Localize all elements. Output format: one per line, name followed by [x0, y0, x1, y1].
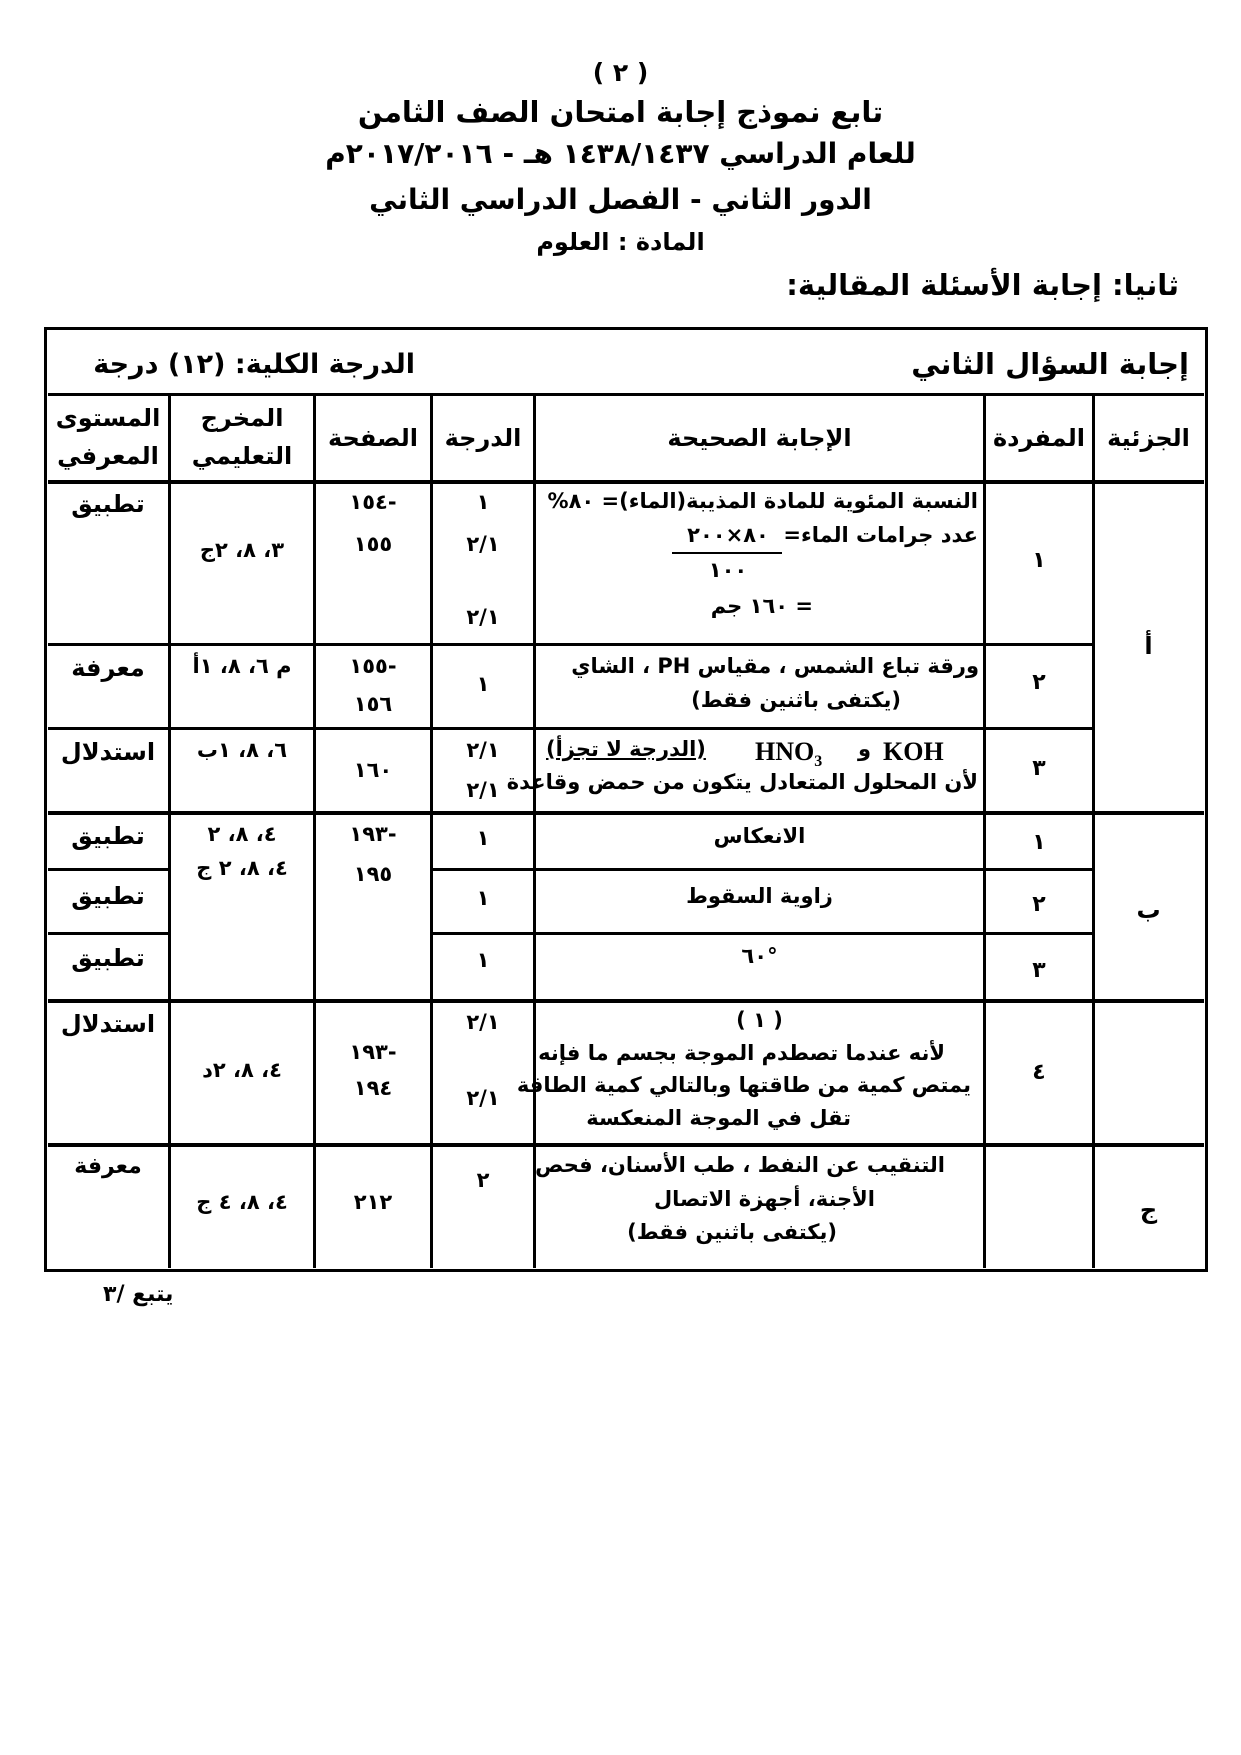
cognitive-level: استدلال — [60, 738, 156, 766]
subject: المادة : العلوم — [536, 228, 705, 256]
answer-line: لأن المحلول المتعادل يتكون من حمض وقاعدة — [506, 770, 978, 794]
page-ref: ١٥٤- — [349, 490, 397, 514]
koh-formula: KOH — [883, 737, 944, 766]
page-ref: ٢١٢ — [353, 1190, 393, 1214]
total-grade: الدرجة الكلية: (١٢) درجة — [93, 349, 415, 380]
hno3-formula — [755, 737, 822, 771]
fraction-bar — [672, 552, 782, 554]
continued-note: يتبع /٣ — [103, 1282, 174, 1307]
cognitive-level: تطبيق — [71, 944, 145, 972]
page-number: ( ٢ ) — [592, 58, 649, 87]
answer-line: ( ١ ) — [736, 1008, 783, 1032]
grade-value: ١ — [476, 948, 490, 972]
question-title: إجابة السؤال الثاني — [911, 347, 1189, 381]
part-b-line — [48, 999, 1204, 1003]
row-b1-line — [430, 868, 1092, 871]
item-number: ٢ — [1032, 670, 1046, 695]
col-level: المعرفي — [57, 442, 159, 470]
learning-outcome: م ٦، ٨، ١أ — [192, 654, 292, 678]
row-b2-line — [48, 932, 168, 935]
page-ref: ١٩٣- — [349, 1040, 397, 1064]
item-number: ٤ — [1032, 1060, 1046, 1085]
col-part: الجزئية — [1107, 424, 1190, 452]
cognitive-level: معرفة — [74, 1154, 142, 1179]
no-partial-grade-note: (الدرجة لا تجزأ) — [546, 737, 706, 761]
col-line — [1092, 395, 1095, 1268]
header-row-line — [48, 480, 1204, 484]
page-ref: ١٩٣- — [349, 822, 397, 846]
academic-year: للعام الدراسي ١٤٣٨/١٤٣٧ هـ - ٢٠١٧/٢٠١٦م — [325, 137, 916, 170]
answer-line: النسبة المئوية للمادة المذيبة(الماء)= ٨٠% — [547, 489, 978, 513]
grade-value: ٢/١ — [466, 738, 500, 762]
col-outcome: المخرج — [200, 404, 284, 432]
answer-line: الانعكاس — [713, 824, 806, 848]
page-ref: ١٥٥ — [353, 532, 393, 556]
and-word: و — [858, 737, 872, 761]
answer-line: ورقة تباع الشمس ، مقياس PH ، الشاي — [571, 654, 979, 678]
cognitive-level: معرفة — [71, 654, 145, 682]
col-page: الصفحة — [327, 424, 418, 452]
col-answer: الإجابة الصحيحة — [667, 424, 852, 452]
part-label: أ — [1144, 632, 1153, 660]
grade-value: ٢/١ — [466, 532, 500, 556]
learning-outcome: ٣، ٨، ٢ج — [199, 538, 285, 562]
grade-value: ١ — [476, 672, 490, 696]
grade-value: ٢/١ — [466, 1086, 500, 1110]
col-grade: الدرجة — [444, 424, 522, 452]
page-ref: ١٩٤ — [353, 1076, 393, 1100]
section-title: ثانيا: إجابة الأسئلة المقالية: — [786, 268, 1179, 302]
learning-outcome: ٤، ٨، ٢ ج — [196, 856, 288, 880]
part-a-line — [48, 811, 1204, 815]
row-a1-line — [48, 643, 1092, 646]
document-title: تابع نموذج إجابة امتحان الصف الثامن — [357, 95, 884, 129]
answer-line: (يكتفى باثنين فقط) — [627, 1220, 837, 1244]
fraction-numerator: ٨٠×٢٠٠ — [687, 523, 769, 547]
answer-line: (يكتفى باثنين فقط) — [691, 688, 901, 712]
row-b4-line — [48, 1143, 1204, 1147]
col-outcome: التعليمي — [191, 442, 293, 470]
answer-line: ٦٠° — [741, 944, 778, 968]
cognitive-level: تطبيق — [71, 490, 145, 518]
part-label: ب — [1136, 896, 1161, 924]
grade-value: ٢/١ — [466, 605, 500, 629]
page-ref: ١٥٥- — [349, 654, 397, 678]
fraction-denominator: ١٠٠ — [708, 558, 748, 582]
page-ref: ١٩٥ — [353, 862, 393, 886]
col-item: المفردة — [992, 424, 1085, 452]
grade-value: ١ — [476, 886, 490, 910]
item-number: ١ — [1032, 830, 1046, 855]
row-b1-line — [48, 868, 168, 871]
session: الدور الثاني - الفصل الدراسي الثاني — [369, 183, 872, 216]
row-a2-line — [48, 727, 1092, 730]
learning-outcome: ٤، ٨، ٢د — [202, 1058, 282, 1082]
item-number: ٣ — [1032, 756, 1046, 781]
title-row-line — [48, 393, 1204, 396]
answer-line: تقل في الموجة المنعكسة — [586, 1106, 851, 1130]
item-number: ٢ — [1032, 892, 1046, 917]
answer-line: يمتص كمية من طاقتها وبالتالي كمية الطاقة — [516, 1073, 971, 1097]
part-label: ج — [1139, 1196, 1158, 1224]
page-ref: ١٥٦ — [353, 692, 393, 716]
page-ref: ١٦٠ — [353, 758, 393, 782]
col-level: المستوى — [55, 404, 161, 432]
answer-result: = ١٦٠ جم — [710, 594, 813, 618]
grade-value: ١ — [476, 826, 490, 850]
item-number: ٣ — [1032, 958, 1046, 983]
hno3-text: HNO — [755, 737, 815, 766]
learning-outcome: ٤، ٨، ٤ ج — [196, 1190, 288, 1214]
cognitive-level: استدلال — [60, 1010, 156, 1038]
answer-line: زاوية السقوط — [686, 884, 833, 908]
grade-value: ٢/١ — [466, 778, 500, 802]
item-number: ١ — [1032, 548, 1046, 573]
grade-value: ٢ — [476, 1168, 490, 1192]
answer-line: الأجنة، أجهزة الاتصال — [653, 1187, 875, 1211]
learning-outcome: ٦، ٨، ١ب — [196, 738, 288, 762]
answer-line: عدد جرامات الماء= — [783, 523, 978, 547]
hno3-subscript: 3 — [814, 753, 823, 771]
answer-line: التنقيب عن النفط ، طب الأسنان، فحص — [535, 1153, 945, 1177]
cognitive-level: تطبيق — [71, 882, 145, 910]
learning-outcome: ٤، ٨، ٢ — [207, 822, 277, 846]
grade-value: ١ — [476, 490, 490, 514]
grade-value: ٢/١ — [466, 1010, 500, 1034]
answer-line: لأنه عندما تصطدم الموجة بجسم ما فإنه — [538, 1041, 945, 1065]
cognitive-level: تطبيق — [71, 822, 145, 850]
row-b2-line — [430, 932, 1092, 935]
